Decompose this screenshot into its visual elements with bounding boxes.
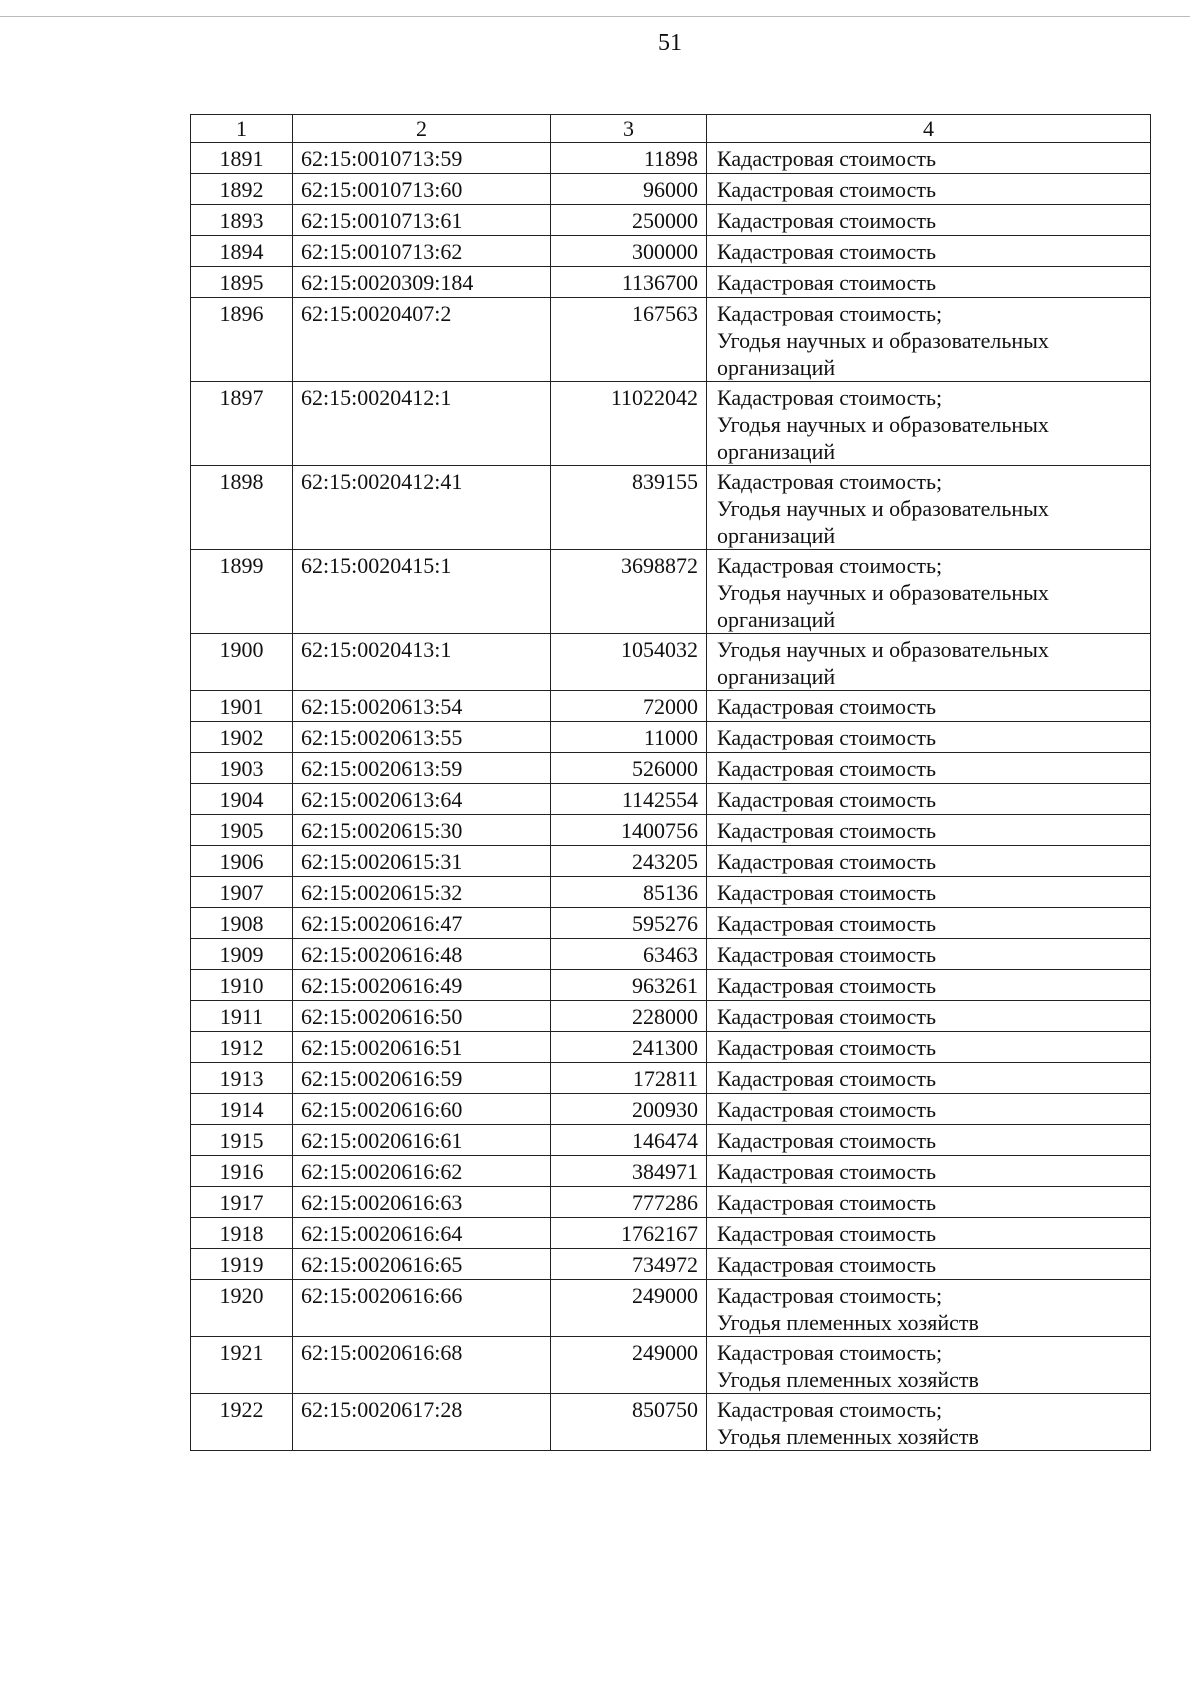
note-cell	[707, 691, 1151, 722]
row-number: 1912	[191, 1032, 293, 1063]
cadastral-number: 62:15:0020613:54	[293, 691, 551, 722]
row-number: 1905	[191, 815, 293, 846]
table-row	[191, 1032, 1151, 1063]
note-line: Кадастровая стоимость;	[717, 1397, 943, 1422]
cadastral-number: 62:15:0020309:184	[293, 267, 551, 298]
row-number: 1898	[191, 466, 293, 550]
note-cell	[707, 753, 1151, 784]
cadastral-number: 62:15:0020616:63	[293, 1187, 551, 1218]
row-number: 1922	[191, 1394, 293, 1451]
note-cell	[707, 939, 1151, 970]
note-cell	[707, 1001, 1151, 1032]
note-line: Кадастровая стоимость	[717, 880, 936, 905]
note-line: Кадастровая стоимость	[717, 725, 936, 750]
value-cell: 167563	[551, 298, 707, 382]
row-number: 1919	[191, 1249, 293, 1280]
row-number: 1892	[191, 174, 293, 205]
header-col-3: 3	[551, 115, 707, 143]
note-line: Угодья племенных хозяйств	[717, 1424, 979, 1449]
header-col-1: 1	[191, 115, 293, 143]
note-line: Кадастровая стоимость;	[717, 1340, 943, 1365]
note-line: Кадастровая стоимость	[717, 1128, 936, 1153]
note-line: Кадастровая стоимость;	[717, 469, 943, 494]
cadastral-number: 62:15:0020415:1	[293, 550, 551, 634]
note-cell	[707, 1032, 1151, 1063]
cadastral-number: 62:15:0020412:1	[293, 382, 551, 466]
value-cell: 1054032	[551, 634, 707, 691]
note-cell	[707, 1063, 1151, 1094]
row-number: 1897	[191, 382, 293, 466]
cadastral-number: 62:15:0020616:48	[293, 939, 551, 970]
note-cell	[707, 908, 1151, 939]
note-cell	[707, 1337, 1151, 1394]
table-row	[191, 267, 1151, 298]
note-line: Кадастровая стоимость	[717, 973, 936, 998]
note-cell	[707, 1094, 1151, 1125]
row-number: 1909	[191, 939, 293, 970]
value-cell: 249000	[551, 1280, 707, 1337]
note-line: Кадастровая стоимость;	[717, 301, 943, 326]
cadastral-number: 62:15:0010713:59	[293, 143, 551, 174]
note-cell	[707, 1187, 1151, 1218]
note-cell	[707, 236, 1151, 267]
table-body	[191, 143, 1151, 1451]
table-row	[191, 1249, 1151, 1280]
land-registry-table	[190, 114, 1151, 1451]
row-number: 1913	[191, 1063, 293, 1094]
value-cell: 172811	[551, 1063, 707, 1094]
cadastral-number: 62:15:0020616:66	[293, 1280, 551, 1337]
note-cell	[707, 784, 1151, 815]
note-cell	[707, 1280, 1151, 1337]
row-number: 1896	[191, 298, 293, 382]
row-number: 1920	[191, 1280, 293, 1337]
note-cell	[707, 466, 1151, 550]
cadastral-number: 62:15:0020412:41	[293, 466, 551, 550]
row-number: 1891	[191, 143, 293, 174]
note-line: организаций	[717, 607, 836, 632]
note-line: Кадастровая стоимость	[717, 849, 936, 874]
cadastral-number: 62:15:0020616:62	[293, 1156, 551, 1187]
table-row	[191, 236, 1151, 267]
cadastral-number: 62:15:0010713:62	[293, 236, 551, 267]
cadastral-number: 62:15:0020613:59	[293, 753, 551, 784]
row-number: 1921	[191, 1337, 293, 1394]
note-cell	[707, 1394, 1151, 1451]
cadastral-number: 62:15:0020616:49	[293, 970, 551, 1001]
table-row	[191, 691, 1151, 722]
note-line: Кадастровая стоимость	[717, 787, 936, 812]
note-cell	[707, 1249, 1151, 1280]
cadastral-number: 62:15:0020617:28	[293, 1394, 551, 1451]
note-line: организаций	[717, 439, 836, 464]
note-line: Кадастровая стоимость;	[717, 1283, 943, 1308]
note-cell	[707, 205, 1151, 236]
row-number: 1915	[191, 1125, 293, 1156]
table-row	[191, 1156, 1151, 1187]
cadastral-number: 62:15:0020615:30	[293, 815, 551, 846]
note-line: Кадастровая стоимость	[717, 177, 936, 202]
value-cell: 1136700	[551, 267, 707, 298]
table-row	[191, 1337, 1151, 1394]
table-row	[191, 970, 1151, 1001]
note-line: Угодья научных и образовательных	[717, 412, 1049, 437]
value-cell: 249000	[551, 1337, 707, 1394]
row-number: 1910	[191, 970, 293, 1001]
value-cell: 200930	[551, 1094, 707, 1125]
note-line: организаций	[717, 523, 836, 548]
note-line: Кадастровая стоимость	[717, 942, 936, 967]
value-cell: 241300	[551, 1032, 707, 1063]
value-cell: 11000	[551, 722, 707, 753]
row-number: 1916	[191, 1156, 293, 1187]
cadastral-number: 62:15:0020616:65	[293, 1249, 551, 1280]
note-cell	[707, 298, 1151, 382]
value-cell: 72000	[551, 691, 707, 722]
note-line: Кадастровая стоимость	[717, 818, 936, 843]
value-cell: 250000	[551, 205, 707, 236]
note-cell	[707, 970, 1151, 1001]
note-line: Кадастровая стоимость	[717, 146, 936, 171]
table-row	[191, 722, 1151, 753]
value-cell: 734972	[551, 1249, 707, 1280]
note-line: Угодья племенных хозяйств	[717, 1310, 979, 1335]
table-row	[191, 939, 1151, 970]
table-row	[191, 634, 1151, 691]
row-number: 1908	[191, 908, 293, 939]
row-number: 1907	[191, 877, 293, 908]
header-col-2: 2	[293, 115, 551, 143]
cadastral-number: 62:15:0020407:2	[293, 298, 551, 382]
note-line: Угодья племенных хозяйств	[717, 1367, 979, 1392]
note-cell	[707, 722, 1151, 753]
cadastral-number: 62:15:0020616:50	[293, 1001, 551, 1032]
row-number: 1911	[191, 1001, 293, 1032]
table-row	[191, 877, 1151, 908]
value-cell: 1762167	[551, 1218, 707, 1249]
note-line: Кадастровая стоимость;	[717, 385, 943, 410]
note-line: Кадастровая стоимость	[717, 1004, 936, 1029]
note-line: организаций	[717, 664, 836, 689]
row-number: 1895	[191, 267, 293, 298]
note-line: Кадастровая стоимость	[717, 270, 936, 295]
table-row	[191, 784, 1151, 815]
value-cell: 1400756	[551, 815, 707, 846]
note-line: Угодья научных и образовательных	[717, 637, 1049, 662]
value-cell: 11022042	[551, 382, 707, 466]
cadastral-number: 62:15:0020616:68	[293, 1337, 551, 1394]
note-cell	[707, 550, 1151, 634]
cadastral-number: 62:15:0020615:32	[293, 877, 551, 908]
note-cell	[707, 143, 1151, 174]
row-number: 1906	[191, 846, 293, 877]
table-row	[191, 143, 1151, 174]
table-row	[191, 908, 1151, 939]
cadastral-number: 62:15:0020616:59	[293, 1063, 551, 1094]
row-number: 1917	[191, 1187, 293, 1218]
note-line: Кадастровая стоимость	[717, 1159, 936, 1184]
value-cell: 228000	[551, 1001, 707, 1032]
row-number: 1901	[191, 691, 293, 722]
row-number: 1918	[191, 1218, 293, 1249]
row-number: 1914	[191, 1094, 293, 1125]
value-cell: 384971	[551, 1156, 707, 1187]
note-line: Кадастровая стоимость	[717, 911, 936, 936]
table-row	[191, 815, 1151, 846]
row-number: 1893	[191, 205, 293, 236]
table-row	[191, 1218, 1151, 1249]
value-cell: 777286	[551, 1187, 707, 1218]
scan-edge-line	[0, 16, 1190, 17]
cadastral-number: 62:15:0020613:64	[293, 784, 551, 815]
value-cell: 839155	[551, 466, 707, 550]
note-line: Кадастровая стоимость	[717, 1221, 936, 1246]
value-cell: 96000	[551, 174, 707, 205]
value-cell: 850750	[551, 1394, 707, 1451]
table-row	[191, 174, 1151, 205]
cadastral-number: 62:15:0020616:47	[293, 908, 551, 939]
note-cell	[707, 815, 1151, 846]
cadastral-number: 62:15:0020613:55	[293, 722, 551, 753]
note-cell	[707, 267, 1151, 298]
row-number: 1902	[191, 722, 293, 753]
value-cell: 963261	[551, 970, 707, 1001]
cadastral-number: 62:15:0020413:1	[293, 634, 551, 691]
row-number: 1903	[191, 753, 293, 784]
page-number: 51	[658, 30, 682, 56]
note-cell	[707, 382, 1151, 466]
value-cell: 63463	[551, 939, 707, 970]
note-line: Кадастровая стоимость	[717, 1190, 936, 1215]
row-number: 1900	[191, 634, 293, 691]
cadastral-number: 62:15:0020615:31	[293, 846, 551, 877]
note-line: Кадастровая стоимость;	[717, 553, 943, 578]
value-cell: 1142554	[551, 784, 707, 815]
table-row	[191, 382, 1151, 466]
note-line: Кадастровая стоимость	[717, 239, 936, 264]
value-cell: 526000	[551, 753, 707, 784]
cadastral-number: 62:15:0020616:61	[293, 1125, 551, 1156]
row-number: 1894	[191, 236, 293, 267]
value-cell: 146474	[551, 1125, 707, 1156]
header-col-4: 4	[707, 115, 1151, 143]
value-cell: 595276	[551, 908, 707, 939]
row-number: 1899	[191, 550, 293, 634]
table-row	[191, 550, 1151, 634]
note-cell	[707, 877, 1151, 908]
table-row	[191, 846, 1151, 877]
note-line: Угодья научных и образовательных	[717, 580, 1049, 605]
table-row	[191, 1394, 1151, 1451]
cadastral-number: 62:15:0020616:51	[293, 1032, 551, 1063]
cadastral-number: 62:15:0010713:61	[293, 205, 551, 236]
value-cell: 243205	[551, 846, 707, 877]
table-row	[191, 753, 1151, 784]
table-row	[191, 1063, 1151, 1094]
table-row	[191, 1094, 1151, 1125]
note-cell	[707, 1218, 1151, 1249]
value-cell: 11898	[551, 143, 707, 174]
table-row	[191, 466, 1151, 550]
value-cell: 300000	[551, 236, 707, 267]
note-line: Кадастровая стоимость	[717, 694, 936, 719]
table-row	[191, 205, 1151, 236]
cadastral-number: 62:15:0020616:60	[293, 1094, 551, 1125]
note-cell	[707, 1156, 1151, 1187]
table-row	[191, 1187, 1151, 1218]
table-header-row	[191, 115, 1151, 143]
note-line: Кадастровая стоимость	[717, 1035, 936, 1060]
table-row	[191, 1125, 1151, 1156]
cadastral-number: 62:15:0010713:60	[293, 174, 551, 205]
note-line: Кадастровая стоимость	[717, 1252, 936, 1277]
note-cell	[707, 634, 1151, 691]
note-cell	[707, 1125, 1151, 1156]
note-cell	[707, 846, 1151, 877]
note-line: Кадастровая стоимость	[717, 756, 936, 781]
note-line: организаций	[717, 355, 836, 380]
note-line: Угодья научных и образовательных	[717, 328, 1049, 353]
note-line: Кадастровая стоимость	[717, 208, 936, 233]
table-row	[191, 1001, 1151, 1032]
note-line: Кадастровая стоимость	[717, 1066, 936, 1091]
row-number: 1904	[191, 784, 293, 815]
table-row	[191, 1280, 1151, 1337]
table-row	[191, 298, 1151, 382]
value-cell: 85136	[551, 877, 707, 908]
cadastral-number: 62:15:0020616:64	[293, 1218, 551, 1249]
note-line: Угодья научных и образовательных	[717, 496, 1049, 521]
note-line: Кадастровая стоимость	[717, 1097, 936, 1122]
note-cell	[707, 174, 1151, 205]
value-cell: 3698872	[551, 550, 707, 634]
